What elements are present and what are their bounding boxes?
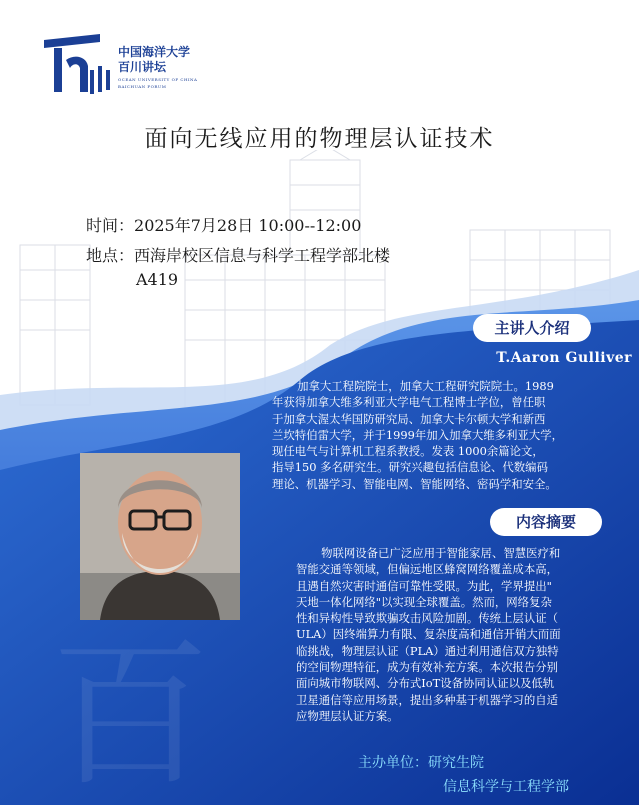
time-line [86,213,361,236]
venue-line [86,243,390,266]
venue-room: A419 [136,270,179,289]
svg-text:百: 百 [50,621,211,805]
abstract-text [296,545,630,724]
logo-text [118,45,197,89]
lecture-title: 面向无线应用的物理层认证技术 [144,126,495,152]
speaker-section-label: 主讲人介绍 [473,314,591,342]
university-logo [40,30,112,102]
abstract-section-label: 内容摘要 [490,508,602,536]
bio-line: 于加拿大渥太华国防研究局、加拿大卡尔顿大学和新西 [272,411,546,426]
forum-name-en: BAICHUAN FORUM [118,84,167,89]
bio-line: 年获得加拿大维多利亚大学电气工程博士学位，曾任职 [272,395,546,410]
host-org-1: 研究生院 [428,755,484,771]
abstract-line: 性和异构性导致欺骗攻击风险加剧。传统上层认证（ [296,611,558,626]
host-label: 主办单位： [358,755,428,771]
abstract-line: 临挑战，物理层认证（PLA）通过利用通信双方独特 [296,643,559,658]
time-label: 时间： [86,216,135,235]
abstract-line: 物联网设备已广泛应用于智能家居、智慧医疗和 [321,546,561,560]
venue-value: 西海岸校区信息与科学工程学部北楼 [134,246,391,265]
abstract-line: 且遇自然灾害时通信可靠性受限。为此，学界提出" [296,578,552,593]
abstract-line: 应物理层认证方案。 [296,708,399,723]
time-value: 2025年7月28日 10:00--12:00 [134,216,362,235]
abstract-line: 智能交通等领域，但偏远地区蜂窝网络覆盖成本高， [296,562,558,577]
abstract-line: ULA）因终端算力有限、复杂度高和通信开销大而面 [296,627,561,642]
bio-line: 加拿大工程院院士，加拿大工程研究院院士。1989 [297,379,554,393]
speaker-bio [272,378,628,492]
venue-label: 地点： [86,246,135,265]
bio-line: 现任电气与计算机工程系教授。发表 1000余篇论文， [272,444,544,459]
speaker-photo [80,453,240,620]
abstract-line: 的空间物理特征，成为有效补充方案。本次报告分别 [296,660,558,675]
abstract-line: 卫星通信等应用场景，提出多种基于机器学习的自适 [296,692,558,707]
university-name: 中国海洋大学 [118,45,191,59]
speaker-portrait-illustration [80,453,240,620]
bio-line: 理论、机器学习、智能电网、智能网络、密码学和安全。 [272,476,557,491]
speaker-name: T.Aaron Gulliver [496,350,632,366]
abstract-line: 天地一体化网络"以实现全球覆盖。然而，网络复杂 [296,594,552,609]
bio-line: 指导150 多名研究生。研究兴趣包括信息论、代数编码 [272,460,548,475]
bio-line: 兰坎特伯雷大学，并于1999年加入加拿大维多利亚大学， [272,427,563,442]
host-org-2: 信息科学与工程学部 [443,779,569,795]
abstract-line: 面向城市物联网、分布式IoT设备协同认证以及低轨 [296,676,555,691]
forum-name: 百川讲坛 [118,60,167,74]
host-line [358,752,484,772]
university-name-en: OCEAN UNIVERSITY OF CHINA [118,77,198,82]
